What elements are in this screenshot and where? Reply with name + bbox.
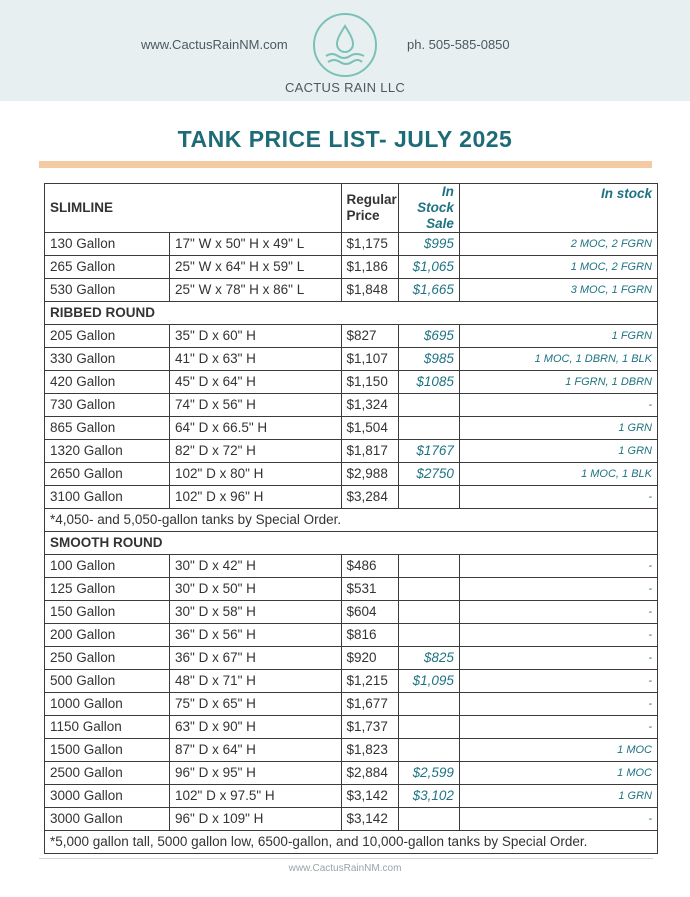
tank-dimensions: 102" D x 97.5" H [170,785,342,808]
tank-size: 530 Gallon [45,279,170,302]
in-stock-count: - [459,578,657,601]
tank-size: 200 Gallon [45,624,170,647]
page-title: TANK PRICE LIST- JULY 2025 [177,126,513,152]
in-stock-count: - [459,555,657,578]
website-text: www.CactusRainNM.com [141,37,288,52]
tank-size: 250 Gallon [45,647,170,670]
tank-dimensions: 36" D x 67" H [170,647,342,670]
table-row [45,693,658,716]
tank-size: 1150 Gallon [45,716,170,739]
phone-text: ph. 505-585-0850 [407,37,510,52]
section-header-slimline: SLIMLINE [45,184,342,233]
regular-price: $920 [341,647,399,670]
regular-price: $827 [341,325,399,348]
table-row [45,670,658,693]
special-order-note: *5,000 gallon tall, 5000 gallon low, 6500-gallon, and 10,000-gallon tanks by Special Order. [45,831,658,854]
regular-price: $1,504 [341,417,399,440]
table-header-row [45,184,658,233]
in-stock-count: - [459,716,657,739]
tank-dimensions: 30" D x 42" H [170,555,342,578]
table-row [45,233,658,256]
table-row [45,325,658,348]
price-table [44,183,658,854]
regular-price: $2,988 [341,463,399,486]
regular-price: $531 [341,578,399,601]
table-row [45,440,658,463]
tank-dimensions: 64" D x 66.5" H [170,417,342,440]
regular-price: $1,817 [341,440,399,463]
sale-price: $1085 [399,371,460,394]
in-stock-count: 1 MOC, 1 DBRN, 1 BLK [459,348,657,371]
in-stock-count: 1 FGRN [459,325,657,348]
in-stock-count: 1 MOC, 2 FGRN [459,256,657,279]
tank-dimensions: 17" W x 50" H x 49" L [170,233,342,256]
table-row [45,371,658,394]
regular-price: $1,823 [341,739,399,762]
table-row [45,256,658,279]
tank-dimensions: 102" D x 96" H [170,486,342,509]
tank-size: 420 Gallon [45,371,170,394]
tank-dimensions: 25" W x 78" H x 86" L [170,279,342,302]
tank-size: 2500 Gallon [45,762,170,785]
table-row [45,417,658,440]
special-order-note-row [45,831,658,854]
tank-size: 1320 Gallon [45,440,170,463]
tank-dimensions: 87" D x 64" H [170,739,342,762]
sale-price: $985 [399,348,460,371]
table-row [45,555,658,578]
sale-price: $1,065 [399,256,460,279]
table-row [45,624,658,647]
sale-price: $1767 [399,440,460,463]
sale-price [399,578,460,601]
regular-price: $1,186 [341,256,399,279]
regular-price: $1,677 [341,693,399,716]
table-row [45,486,658,509]
in-stock-count: 3 MOC, 1 FGRN [459,279,657,302]
regular-price: $486 [341,555,399,578]
tank-dimensions: 41" D x 63" H [170,348,342,371]
table-row [45,716,658,739]
column-header-in-stock-sale: In Stock Sale [399,184,460,233]
tank-dimensions: 102" D x 80" H [170,463,342,486]
tank-dimensions: 25" W x 64" H x 59" L [170,256,342,279]
tank-size: 3100 Gallon [45,486,170,509]
sale-price: $1,095 [399,670,460,693]
footer-website: www.CactusRainNM.com [288,863,402,874]
tank-size: 3000 Gallon [45,808,170,831]
tank-size: 150 Gallon [45,601,170,624]
tank-size: 265 Gallon [45,256,170,279]
tank-size: 1500 Gallon [45,739,170,762]
water-drop-logo-icon [312,12,378,78]
sale-price [399,693,460,716]
regular-price: $1,150 [341,371,399,394]
column-header-regular-price: Regular Price [341,184,399,233]
tank-dimensions: 30" D x 50" H [170,578,342,601]
sale-price: $825 [399,647,460,670]
sale-price: $2,599 [399,762,460,785]
tank-dimensions: 36" D x 56" H [170,624,342,647]
special-order-note-row [45,509,658,532]
title-divider [39,161,652,168]
table-row [45,279,658,302]
table-row [45,348,658,371]
regular-price: $1,324 [341,394,399,417]
company-name: CACTUS RAIN LLC [284,80,406,95]
tank-dimensions: 75" D x 65" H [170,693,342,716]
section-header-row [45,532,658,555]
in-stock-count: 1 MOC, 1 BLK [459,463,657,486]
tank-dimensions: 45" D x 64" H [170,371,342,394]
tank-dimensions: 63" D x 90" H [170,716,342,739]
in-stock-count: - [459,647,657,670]
in-stock-count: - [459,624,657,647]
tank-size: 130 Gallon [45,233,170,256]
tank-size: 1000 Gallon [45,693,170,716]
sale-price [399,555,460,578]
table-row [45,463,658,486]
regular-price: $1,175 [341,233,399,256]
regular-price: $1,215 [341,670,399,693]
regular-price: $1,737 [341,716,399,739]
sale-price: $2750 [399,463,460,486]
regular-price: $3,284 [341,486,399,509]
in-stock-count: - [459,808,657,831]
in-stock-count: - [459,693,657,716]
sale-price [399,394,460,417]
table-row [45,647,658,670]
regular-price: $1,848 [341,279,399,302]
tank-size: 100 Gallon [45,555,170,578]
section-header-row [45,302,658,325]
regular-price: $1,107 [341,348,399,371]
sale-price [399,808,460,831]
tank-dimensions: 35" D x 60" H [170,325,342,348]
sale-price [399,716,460,739]
special-order-note: *4,050- and 5,050-gallon tanks by Special Order. [45,509,658,532]
tank-size: 500 Gallon [45,670,170,693]
in-stock-count: 1 MOC [459,762,657,785]
tank-size: 3000 Gallon [45,785,170,808]
in-stock-count: 1 GRN [459,417,657,440]
tank-size: 125 Gallon [45,578,170,601]
tank-size: 2650 Gallon [45,463,170,486]
regular-price: $2,884 [341,762,399,785]
table-row [45,578,658,601]
tank-dimensions: 96" D x 95" H [170,762,342,785]
table-row [45,785,658,808]
table-row [45,762,658,785]
in-stock-count: 1 GRN [459,785,657,808]
column-header-in-stock: In stock [459,184,657,233]
tank-size: 730 Gallon [45,394,170,417]
section-header: SMOOTH ROUND [45,532,658,555]
tank-dimensions: 48" D x 71" H [170,670,342,693]
in-stock-count: 2 MOC, 2 FGRN [459,233,657,256]
sale-price [399,486,460,509]
table-row [45,739,658,762]
in-stock-count: 1 MOC [459,739,657,762]
sale-price [399,601,460,624]
letterhead [0,0,690,101]
in-stock-count: - [459,486,657,509]
section-header: RIBBED ROUND [45,302,658,325]
sale-price: $3,102 [399,785,460,808]
table-row [45,808,658,831]
regular-price: $816 [341,624,399,647]
footer-divider [39,858,653,859]
in-stock-count: 1 FGRN, 1 DBRN [459,371,657,394]
tank-size: 865 Gallon [45,417,170,440]
regular-price: $604 [341,601,399,624]
tank-dimensions: 82" D x 72" H [170,440,342,463]
table-row [45,394,658,417]
tank-size: 330 Gallon [45,348,170,371]
regular-price: $3,142 [341,808,399,831]
regular-price: $3,142 [341,785,399,808]
tank-size: 205 Gallon [45,325,170,348]
tank-dimensions: 96" D x 109" H [170,808,342,831]
in-stock-count: - [459,670,657,693]
sale-price: $695 [399,325,460,348]
table-row [45,601,658,624]
sale-price [399,417,460,440]
in-stock-count: - [459,601,657,624]
tank-dimensions: 74" D x 56" H [170,394,342,417]
sale-price: $995 [399,233,460,256]
in-stock-count: 1 GRN [459,440,657,463]
sale-price: $1,665 [399,279,460,302]
tank-dimensions: 30" D x 58" H [170,601,342,624]
sale-price [399,739,460,762]
in-stock-count: - [459,394,657,417]
sale-price [399,624,460,647]
